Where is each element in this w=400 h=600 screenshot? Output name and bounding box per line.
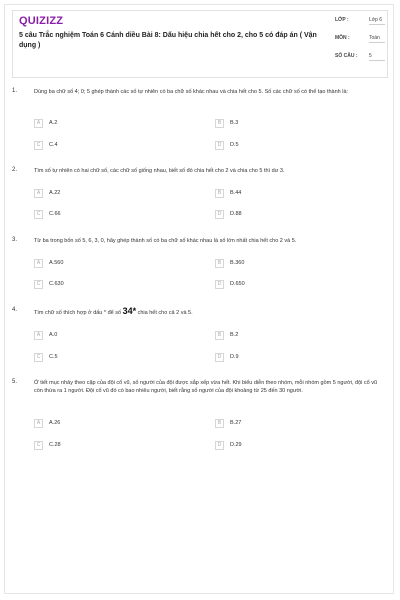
option-text: D.650 bbox=[230, 281, 245, 287]
subject-value: Toán bbox=[369, 35, 385, 43]
number-expression: 34* bbox=[122, 306, 137, 316]
option-text: C.630 bbox=[49, 281, 64, 287]
option-text: D.9 bbox=[230, 354, 239, 360]
option-text: A.0 bbox=[49, 332, 58, 338]
question-text bbox=[34, 307, 380, 317]
subject-label: MÔN : bbox=[335, 35, 350, 41]
option-letter-box: B bbox=[215, 419, 224, 428]
option-text: B.27 bbox=[230, 420, 242, 426]
option-letter-box: A bbox=[34, 259, 43, 268]
worksheet-title: 5 câu Trắc nghiệm Toán 6 Cánh diều Bài 8: Dấu hiệu chia hết cho 2, cho 5 có đáp án ( Vận dụng ) bbox=[19, 32, 317, 49]
option-letter-box: B bbox=[215, 189, 224, 198]
option-text: D.29 bbox=[230, 442, 242, 448]
option-letter-box: A bbox=[34, 189, 43, 198]
option-text: A.22 bbox=[49, 190, 61, 196]
option-letter-box: C bbox=[34, 353, 43, 362]
count-row bbox=[335, 53, 385, 71]
option-text: C.4 bbox=[49, 142, 58, 148]
option-text: B.44 bbox=[230, 190, 242, 196]
option-letter-box: B bbox=[215, 119, 224, 128]
option-letter-box: D bbox=[215, 141, 224, 150]
option-letter-box: C bbox=[34, 441, 43, 450]
option-letter-box: C bbox=[34, 141, 43, 150]
option-letter-box: B bbox=[215, 331, 224, 340]
class-value: Lớp 6 bbox=[369, 17, 385, 25]
count-value: 5 bbox=[369, 53, 385, 61]
option-text: A.2 bbox=[49, 120, 58, 126]
count-label: SỐ CÂU : bbox=[335, 53, 358, 59]
option-letter-box: C bbox=[34, 210, 43, 219]
question-number: 1. bbox=[12, 88, 18, 94]
subject-row bbox=[335, 35, 385, 53]
option-text: C.28 bbox=[49, 442, 61, 448]
option-text: C.5 bbox=[49, 354, 58, 360]
option-text: D.5 bbox=[230, 142, 239, 148]
question-number: 4. bbox=[12, 307, 18, 313]
option-letter-box: A bbox=[34, 331, 43, 340]
option-text: C.66 bbox=[49, 211, 61, 217]
question-number: 2. bbox=[12, 167, 18, 173]
class-row bbox=[335, 17, 385, 35]
option-text: B.3 bbox=[230, 120, 239, 126]
quizizz-logo: QUIZIZZ bbox=[19, 15, 64, 27]
option-letter-box: A bbox=[34, 119, 43, 128]
question-text: Từ ba trong bốn số 5, 6, 3, 0, hãy ghép thành số có ba chữ số khác nhau là số lớn nhất chia hết cho 2 và 5. bbox=[34, 238, 297, 244]
question-text-before: Tìm chữ số thích hợp ở dấu * để số bbox=[34, 310, 122, 316]
question-text: Dùng ba chữ số 4; 0; 5 ghép thành các số tự nhiên có ba chữ số khác nhau và chia hết cho 5. Số các chữ số có thể tạo thành là: bbox=[34, 89, 349, 95]
option-letter-box: D bbox=[215, 210, 224, 219]
option-letter-box: C bbox=[34, 280, 43, 289]
question-number: 5. bbox=[12, 379, 18, 385]
option-letter-box: D bbox=[215, 353, 224, 362]
option-letter-box: B bbox=[215, 259, 224, 268]
option-letter-box: D bbox=[215, 441, 224, 450]
option-text: A.560 bbox=[49, 260, 64, 266]
worksheet-header bbox=[12, 10, 388, 78]
worksheet-meta bbox=[335, 17, 385, 71]
option-text: D.88 bbox=[230, 211, 242, 217]
class-label: LỚP : bbox=[335, 17, 349, 23]
option-text: A.26 bbox=[49, 420, 61, 426]
option-letter-box: A bbox=[34, 419, 43, 428]
option-text: B.2 bbox=[230, 332, 239, 338]
question-text-after: chia hết cho cả 2 và 5. bbox=[137, 310, 193, 316]
option-letter-box: D bbox=[215, 280, 224, 289]
option-text: B.360 bbox=[230, 260, 245, 266]
question-text: Ở tiết mục nhảy theo cặp của đội cổ vũ, số người của đội được sắp xếp vừa hết. Khi biểu diễn theo nhóm, mỗi nhóm gồm 5 người, đội cổ vũ còn thừa ra 1 người. Đội cổ vũ đó có bao nhiêu người, biết rằng số người của đội khoảng từ 25 đến 30 người. bbox=[34, 380, 378, 394]
question-text: Tìm số tự nhiên có hai chữ số, các chữ số giống nhau, biết số đó chia hết cho 2 và chia cho 5 thì dư 3. bbox=[34, 168, 285, 174]
question-number: 3. bbox=[12, 237, 18, 243]
